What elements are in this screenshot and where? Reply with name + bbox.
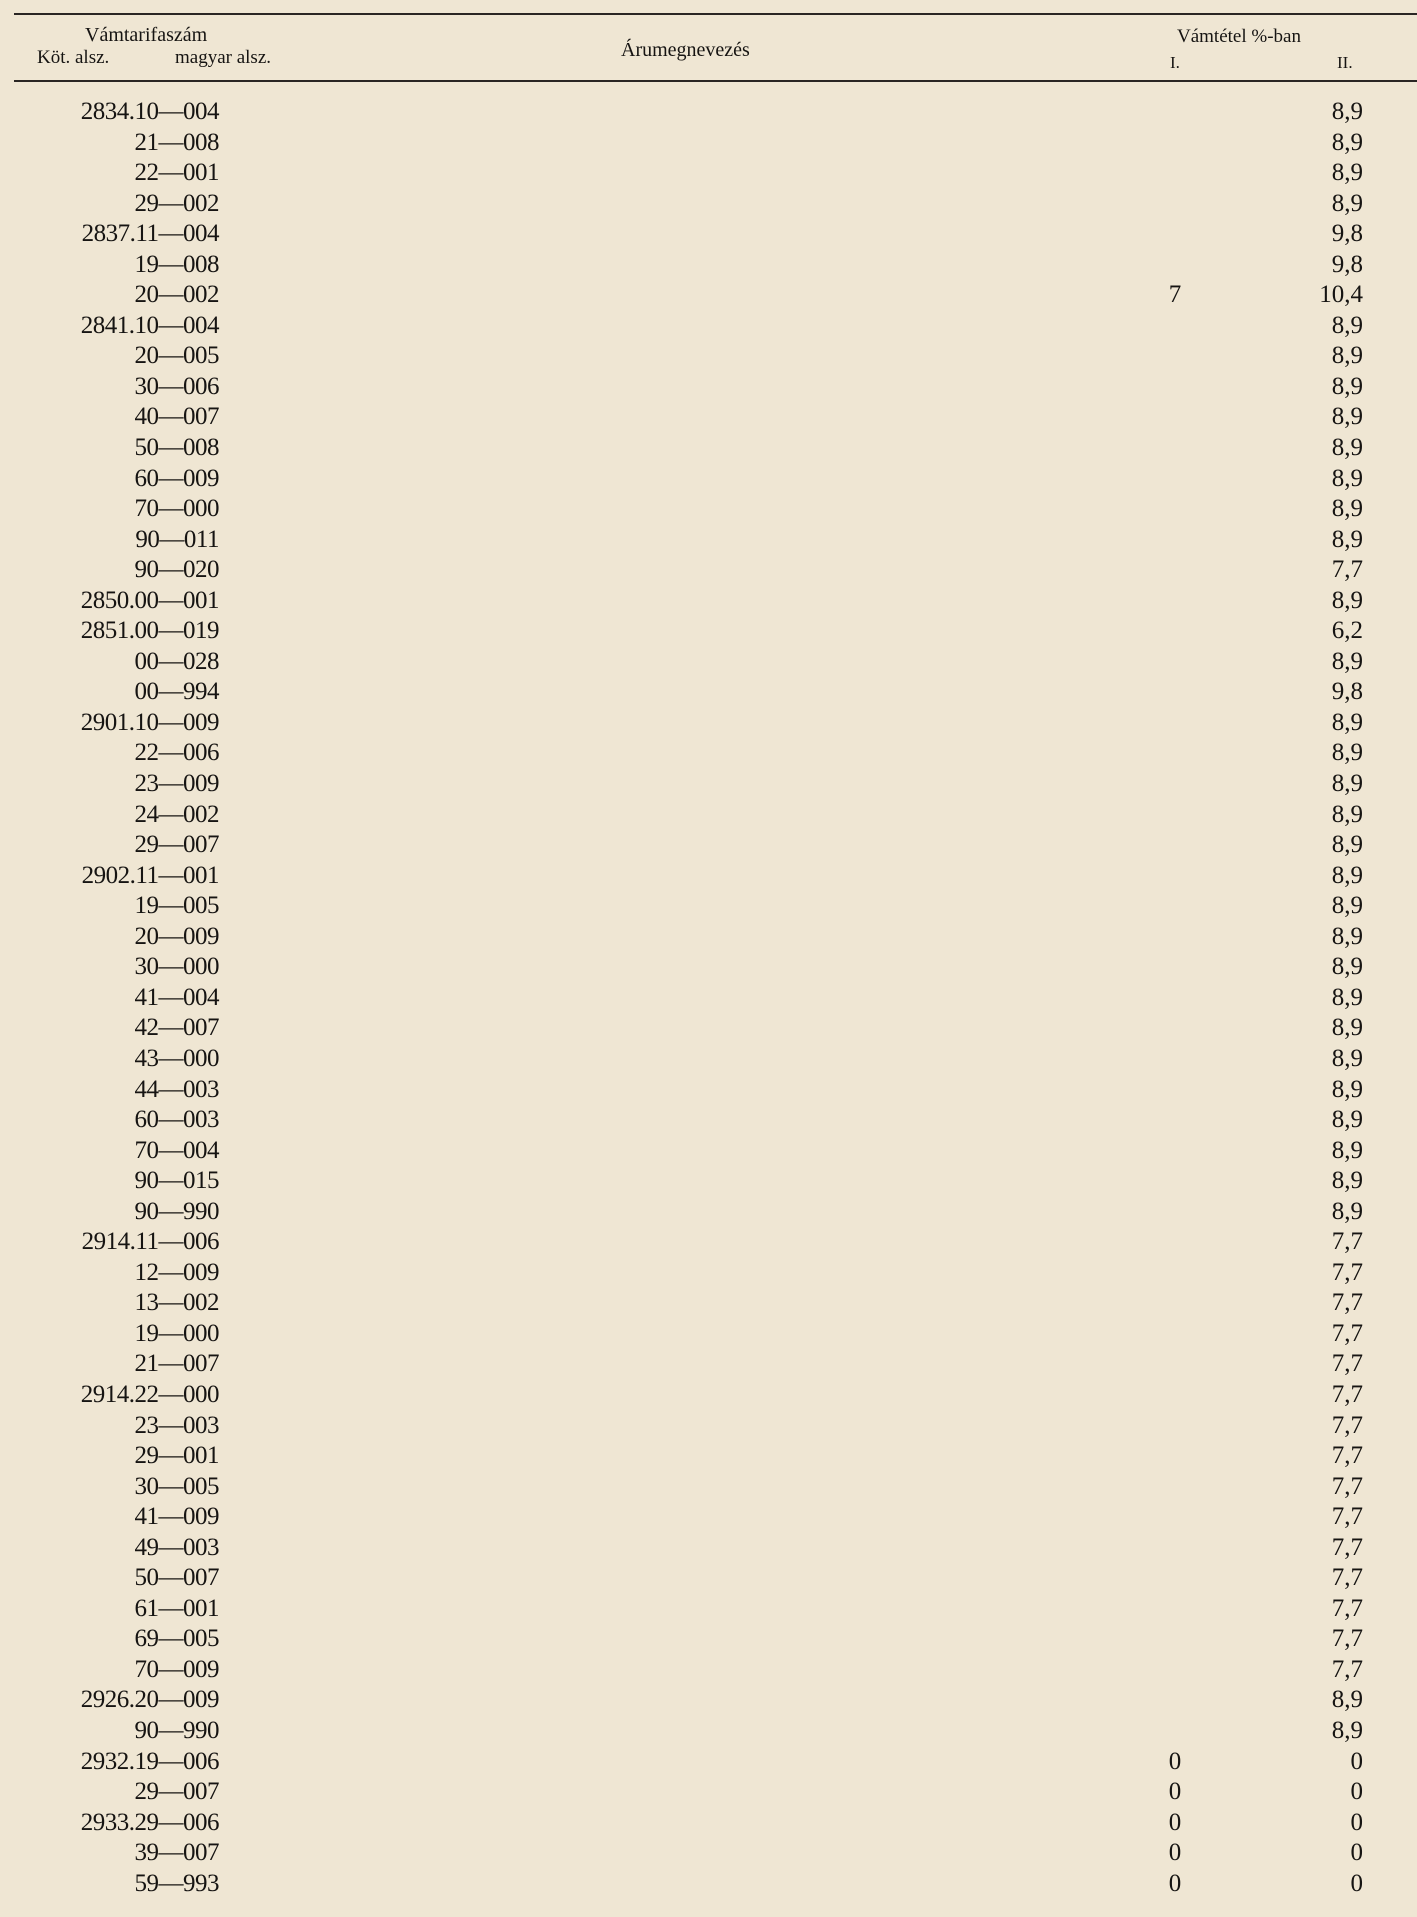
tariff-code: 13—002 bbox=[134, 1289, 219, 1317]
rate-ii: 9,8 bbox=[1331, 250, 1363, 278]
rate-ii: 7,7 bbox=[1331, 1564, 1363, 1592]
rate-i: 0 bbox=[1168, 1808, 1182, 1836]
rate-ii: 8,9 bbox=[1331, 98, 1363, 125]
tariff-code: 24—002 bbox=[134, 800, 219, 828]
rate-i: 0 bbox=[1168, 1839, 1182, 1867]
rate-ii: 8,9 bbox=[1331, 1044, 1363, 1072]
tariff-code: 50—007 bbox=[134, 1564, 219, 1592]
tariff-code: 2901.10—009 bbox=[80, 708, 219, 736]
table-row bbox=[0, 1411, 1417, 1442]
table-row bbox=[0, 1075, 1417, 1106]
top-rule bbox=[14, 13, 1417, 15]
rate-ii: 8,9 bbox=[1331, 372, 1363, 400]
tariff-code: 40—007 bbox=[134, 403, 219, 431]
table-row bbox=[0, 800, 1417, 831]
tariff-code: 2837.11—004 bbox=[81, 220, 219, 248]
rate-ii: 0 bbox=[1350, 1778, 1363, 1806]
table-row bbox=[0, 708, 1417, 739]
rate-i: 0 bbox=[1168, 1869, 1182, 1897]
rate-ii: 8,9 bbox=[1331, 342, 1363, 370]
table-row bbox=[0, 1533, 1417, 1564]
table-row bbox=[0, 647, 1417, 678]
rate-ii: 0 bbox=[1350, 1808, 1363, 1836]
tariff-code: 21—008 bbox=[134, 128, 219, 156]
tariff-code: 2834.10—004 bbox=[80, 98, 219, 125]
table-row bbox=[0, 1258, 1417, 1289]
rate-ii: 8,9 bbox=[1331, 159, 1363, 187]
rate-ii: 8,9 bbox=[1331, 861, 1363, 889]
rate-ii: 8,9 bbox=[1331, 434, 1363, 462]
table-row bbox=[0, 464, 1417, 495]
rate-ii: 8,9 bbox=[1331, 953, 1363, 981]
tariff-code: 70—000 bbox=[134, 495, 219, 523]
rate-ii: 7,7 bbox=[1331, 1380, 1363, 1408]
header-magyar-alsz: magyar alsz. bbox=[175, 47, 272, 68]
table-row bbox=[0, 769, 1417, 800]
table-row bbox=[0, 1319, 1417, 1350]
tariff-table-body bbox=[0, 97, 1417, 1899]
tariff-code: 90—990 bbox=[134, 1197, 219, 1225]
rate-ii: 8,9 bbox=[1331, 586, 1363, 614]
header-vamtarifaszam: Vámtarifaszám bbox=[85, 24, 208, 46]
rate-ii: 8,9 bbox=[1331, 892, 1363, 920]
tariff-code: 49—003 bbox=[134, 1533, 219, 1561]
table-row bbox=[0, 250, 1417, 281]
rate-ii: 7,7 bbox=[1331, 1442, 1363, 1470]
table-row bbox=[0, 494, 1417, 525]
table-row bbox=[0, 1655, 1417, 1686]
header-col-i: I. bbox=[1170, 53, 1180, 72]
table-row bbox=[0, 219, 1417, 250]
tariff-code: 00—028 bbox=[134, 647, 219, 675]
tariff-code: 69—005 bbox=[134, 1625, 219, 1653]
rate-ii: 7,7 bbox=[1331, 1319, 1363, 1347]
header-vamtetel: Vámtétel %-ban bbox=[1177, 26, 1301, 47]
table-row bbox=[0, 1838, 1417, 1869]
rate-ii: 8,9 bbox=[1331, 831, 1363, 859]
table-row bbox=[0, 97, 1417, 128]
table-row bbox=[0, 1563, 1417, 1594]
tariff-code: 41—009 bbox=[134, 1503, 219, 1531]
tariff-code: 2933.29—006 bbox=[80, 1808, 219, 1836]
rate-ii: 8,9 bbox=[1331, 1075, 1363, 1103]
table-row bbox=[0, 555, 1417, 586]
tariff-code: 23—009 bbox=[134, 770, 219, 798]
table-row bbox=[0, 1380, 1417, 1411]
table-row bbox=[0, 1227, 1417, 1258]
tariff-code: 29—002 bbox=[134, 189, 219, 217]
rate-ii: 8,9 bbox=[1331, 1136, 1363, 1164]
tariff-code: 44—003 bbox=[134, 1075, 219, 1103]
table-row bbox=[0, 586, 1417, 617]
table-row bbox=[0, 1441, 1417, 1472]
tariff-code: 59—993 bbox=[134, 1869, 219, 1897]
table-row bbox=[0, 861, 1417, 892]
table-row bbox=[0, 372, 1417, 403]
rate-ii: 8,9 bbox=[1331, 800, 1363, 828]
rate-ii: 7,7 bbox=[1331, 1625, 1363, 1653]
table-row bbox=[0, 525, 1417, 556]
rate-i: 0 bbox=[1168, 1778, 1182, 1806]
tariff-code: 2902.11—001 bbox=[81, 861, 219, 889]
table-row bbox=[0, 1777, 1417, 1808]
tariff-code: 00—994 bbox=[134, 678, 219, 706]
table-row bbox=[0, 280, 1417, 311]
rate-ii: 9,8 bbox=[1331, 678, 1363, 706]
table-row bbox=[0, 189, 1417, 220]
table-row bbox=[0, 952, 1417, 983]
tariff-code: 30—006 bbox=[134, 372, 219, 400]
tariff-code: 70—009 bbox=[134, 1655, 219, 1683]
table-row bbox=[0, 677, 1417, 708]
rate-ii: 8,9 bbox=[1331, 1014, 1363, 1042]
tariff-code: 21—007 bbox=[134, 1350, 219, 1378]
tariff-code: 90—020 bbox=[134, 556, 219, 584]
tariff-code: 90—011 bbox=[135, 525, 219, 553]
table-row bbox=[0, 738, 1417, 769]
tariff-code: 2914.11—006 bbox=[81, 1228, 219, 1256]
table-row bbox=[0, 1716, 1417, 1747]
rate-i: 0 bbox=[1168, 1747, 1182, 1775]
rate-ii: 8,9 bbox=[1331, 1167, 1363, 1195]
tariff-code: 61—001 bbox=[134, 1594, 219, 1622]
rate-ii: 8,9 bbox=[1331, 647, 1363, 675]
table-row bbox=[0, 1472, 1417, 1503]
rate-ii: 7,7 bbox=[1331, 1411, 1363, 1439]
tariff-code: 60—009 bbox=[134, 464, 219, 492]
tariff-code: 2926.20—009 bbox=[80, 1686, 219, 1714]
tariff-code: 30—005 bbox=[134, 1472, 219, 1500]
rate-ii: 8,9 bbox=[1331, 128, 1363, 156]
table-row bbox=[0, 1197, 1417, 1228]
tariff-code: 90—015 bbox=[134, 1167, 219, 1195]
rate-ii: 7,7 bbox=[1331, 1472, 1363, 1500]
tariff-code: 29—001 bbox=[134, 1442, 219, 1470]
rate-i: 7 bbox=[1168, 281, 1182, 309]
rate-ii: 8,9 bbox=[1331, 464, 1363, 492]
tariff-code: 12—009 bbox=[134, 1258, 219, 1286]
table-row bbox=[0, 402, 1417, 433]
table-row bbox=[0, 1624, 1417, 1655]
table-row bbox=[0, 128, 1417, 159]
table-row bbox=[0, 1869, 1417, 1900]
table-row bbox=[0, 1288, 1417, 1319]
rate-ii: 8,9 bbox=[1331, 922, 1363, 950]
tariff-code: 19—008 bbox=[134, 250, 219, 278]
tariff-code: 20—002 bbox=[134, 281, 219, 309]
tariff-code: 2850.00—001 bbox=[80, 586, 219, 614]
tariff-code: 19—005 bbox=[134, 892, 219, 920]
table-row bbox=[0, 1594, 1417, 1625]
tariff-code: 29—007 bbox=[134, 831, 219, 859]
tariff-code: 22—006 bbox=[134, 739, 219, 767]
header-col-ii: II. bbox=[1337, 53, 1353, 72]
table-row bbox=[0, 1685, 1417, 1716]
tariff-code: 2841.10—004 bbox=[80, 311, 219, 339]
tariff-code: 60—003 bbox=[134, 1106, 219, 1134]
tariff-code: 23—003 bbox=[134, 1411, 219, 1439]
table-row bbox=[0, 830, 1417, 861]
table-row bbox=[0, 1349, 1417, 1380]
table-row bbox=[0, 1166, 1417, 1197]
rate-ii: 10,4 bbox=[1319, 281, 1363, 309]
table-row bbox=[0, 158, 1417, 189]
table-row bbox=[0, 1808, 1417, 1839]
table-row bbox=[0, 922, 1417, 953]
rate-ii: 8,9 bbox=[1331, 1686, 1363, 1714]
rate-ii: 0 bbox=[1350, 1747, 1363, 1775]
rate-ii: 6,2 bbox=[1331, 617, 1363, 645]
tariff-code: 19—000 bbox=[134, 1319, 219, 1347]
table-row bbox=[0, 1105, 1417, 1136]
tariff-code: 20—009 bbox=[134, 922, 219, 950]
table-row bbox=[0, 1747, 1417, 1778]
rate-ii: 8,9 bbox=[1331, 311, 1363, 339]
header-kot-alsz: Köt. alsz. bbox=[37, 47, 110, 68]
rate-ii: 7,7 bbox=[1331, 1289, 1363, 1317]
rate-ii: 8,9 bbox=[1331, 1106, 1363, 1134]
table-row bbox=[0, 1136, 1417, 1167]
rate-ii: 8,9 bbox=[1331, 403, 1363, 431]
table-row bbox=[0, 983, 1417, 1014]
rate-ii: 7,7 bbox=[1331, 1350, 1363, 1378]
table-row bbox=[0, 1044, 1417, 1075]
tariff-code: 90—990 bbox=[134, 1716, 219, 1744]
tariff-code: 29—007 bbox=[134, 1778, 219, 1806]
rate-ii: 0 bbox=[1350, 1869, 1363, 1897]
tariff-code: 22—001 bbox=[134, 159, 219, 187]
tariff-code: 50—008 bbox=[134, 434, 219, 462]
table-row bbox=[0, 891, 1417, 922]
tariff-code: 2932.19—006 bbox=[80, 1747, 219, 1775]
rate-ii: 8,9 bbox=[1331, 983, 1363, 1011]
table-row bbox=[0, 616, 1417, 647]
rate-ii: 7,7 bbox=[1331, 1503, 1363, 1531]
header-arumegnevezes: Árumegnevezés bbox=[621, 39, 750, 61]
rate-ii: 7,7 bbox=[1331, 556, 1363, 584]
tariff-code: 20—005 bbox=[134, 342, 219, 370]
rate-ii: 8,9 bbox=[1331, 708, 1363, 736]
rate-ii: 8,9 bbox=[1331, 189, 1363, 217]
rate-ii: 8,9 bbox=[1331, 525, 1363, 553]
tariff-code: 42—007 bbox=[134, 1014, 219, 1042]
header-rule bbox=[14, 80, 1417, 82]
rate-ii: 7,7 bbox=[1331, 1594, 1363, 1622]
rate-ii: 7,7 bbox=[1331, 1228, 1363, 1256]
table-row bbox=[0, 433, 1417, 464]
table-row bbox=[0, 341, 1417, 372]
table-row bbox=[0, 1013, 1417, 1044]
tariff-code: 2851.00—019 bbox=[80, 617, 219, 645]
tariff-code: 30—000 bbox=[134, 953, 219, 981]
tariff-code: 39—007 bbox=[134, 1839, 219, 1867]
rate-ii: 8,9 bbox=[1331, 770, 1363, 798]
rate-ii: 8,9 bbox=[1331, 739, 1363, 767]
rate-ii: 9,8 bbox=[1331, 220, 1363, 248]
rate-ii: 8,9 bbox=[1331, 1197, 1363, 1225]
rate-ii: 7,7 bbox=[1331, 1533, 1363, 1561]
tariff-code: 41—004 bbox=[134, 983, 219, 1011]
tariff-code: 70—004 bbox=[134, 1136, 219, 1164]
tariff-code: 43—000 bbox=[134, 1044, 219, 1072]
rate-ii: 8,9 bbox=[1331, 1716, 1363, 1744]
tariff-code: 2914.22—000 bbox=[80, 1380, 219, 1408]
rate-ii: 7,7 bbox=[1331, 1655, 1363, 1683]
table-row bbox=[0, 1502, 1417, 1533]
rate-ii: 0 bbox=[1350, 1839, 1363, 1867]
rate-ii: 8,9 bbox=[1331, 495, 1363, 523]
rate-ii: 7,7 bbox=[1331, 1258, 1363, 1286]
table-row bbox=[0, 311, 1417, 342]
